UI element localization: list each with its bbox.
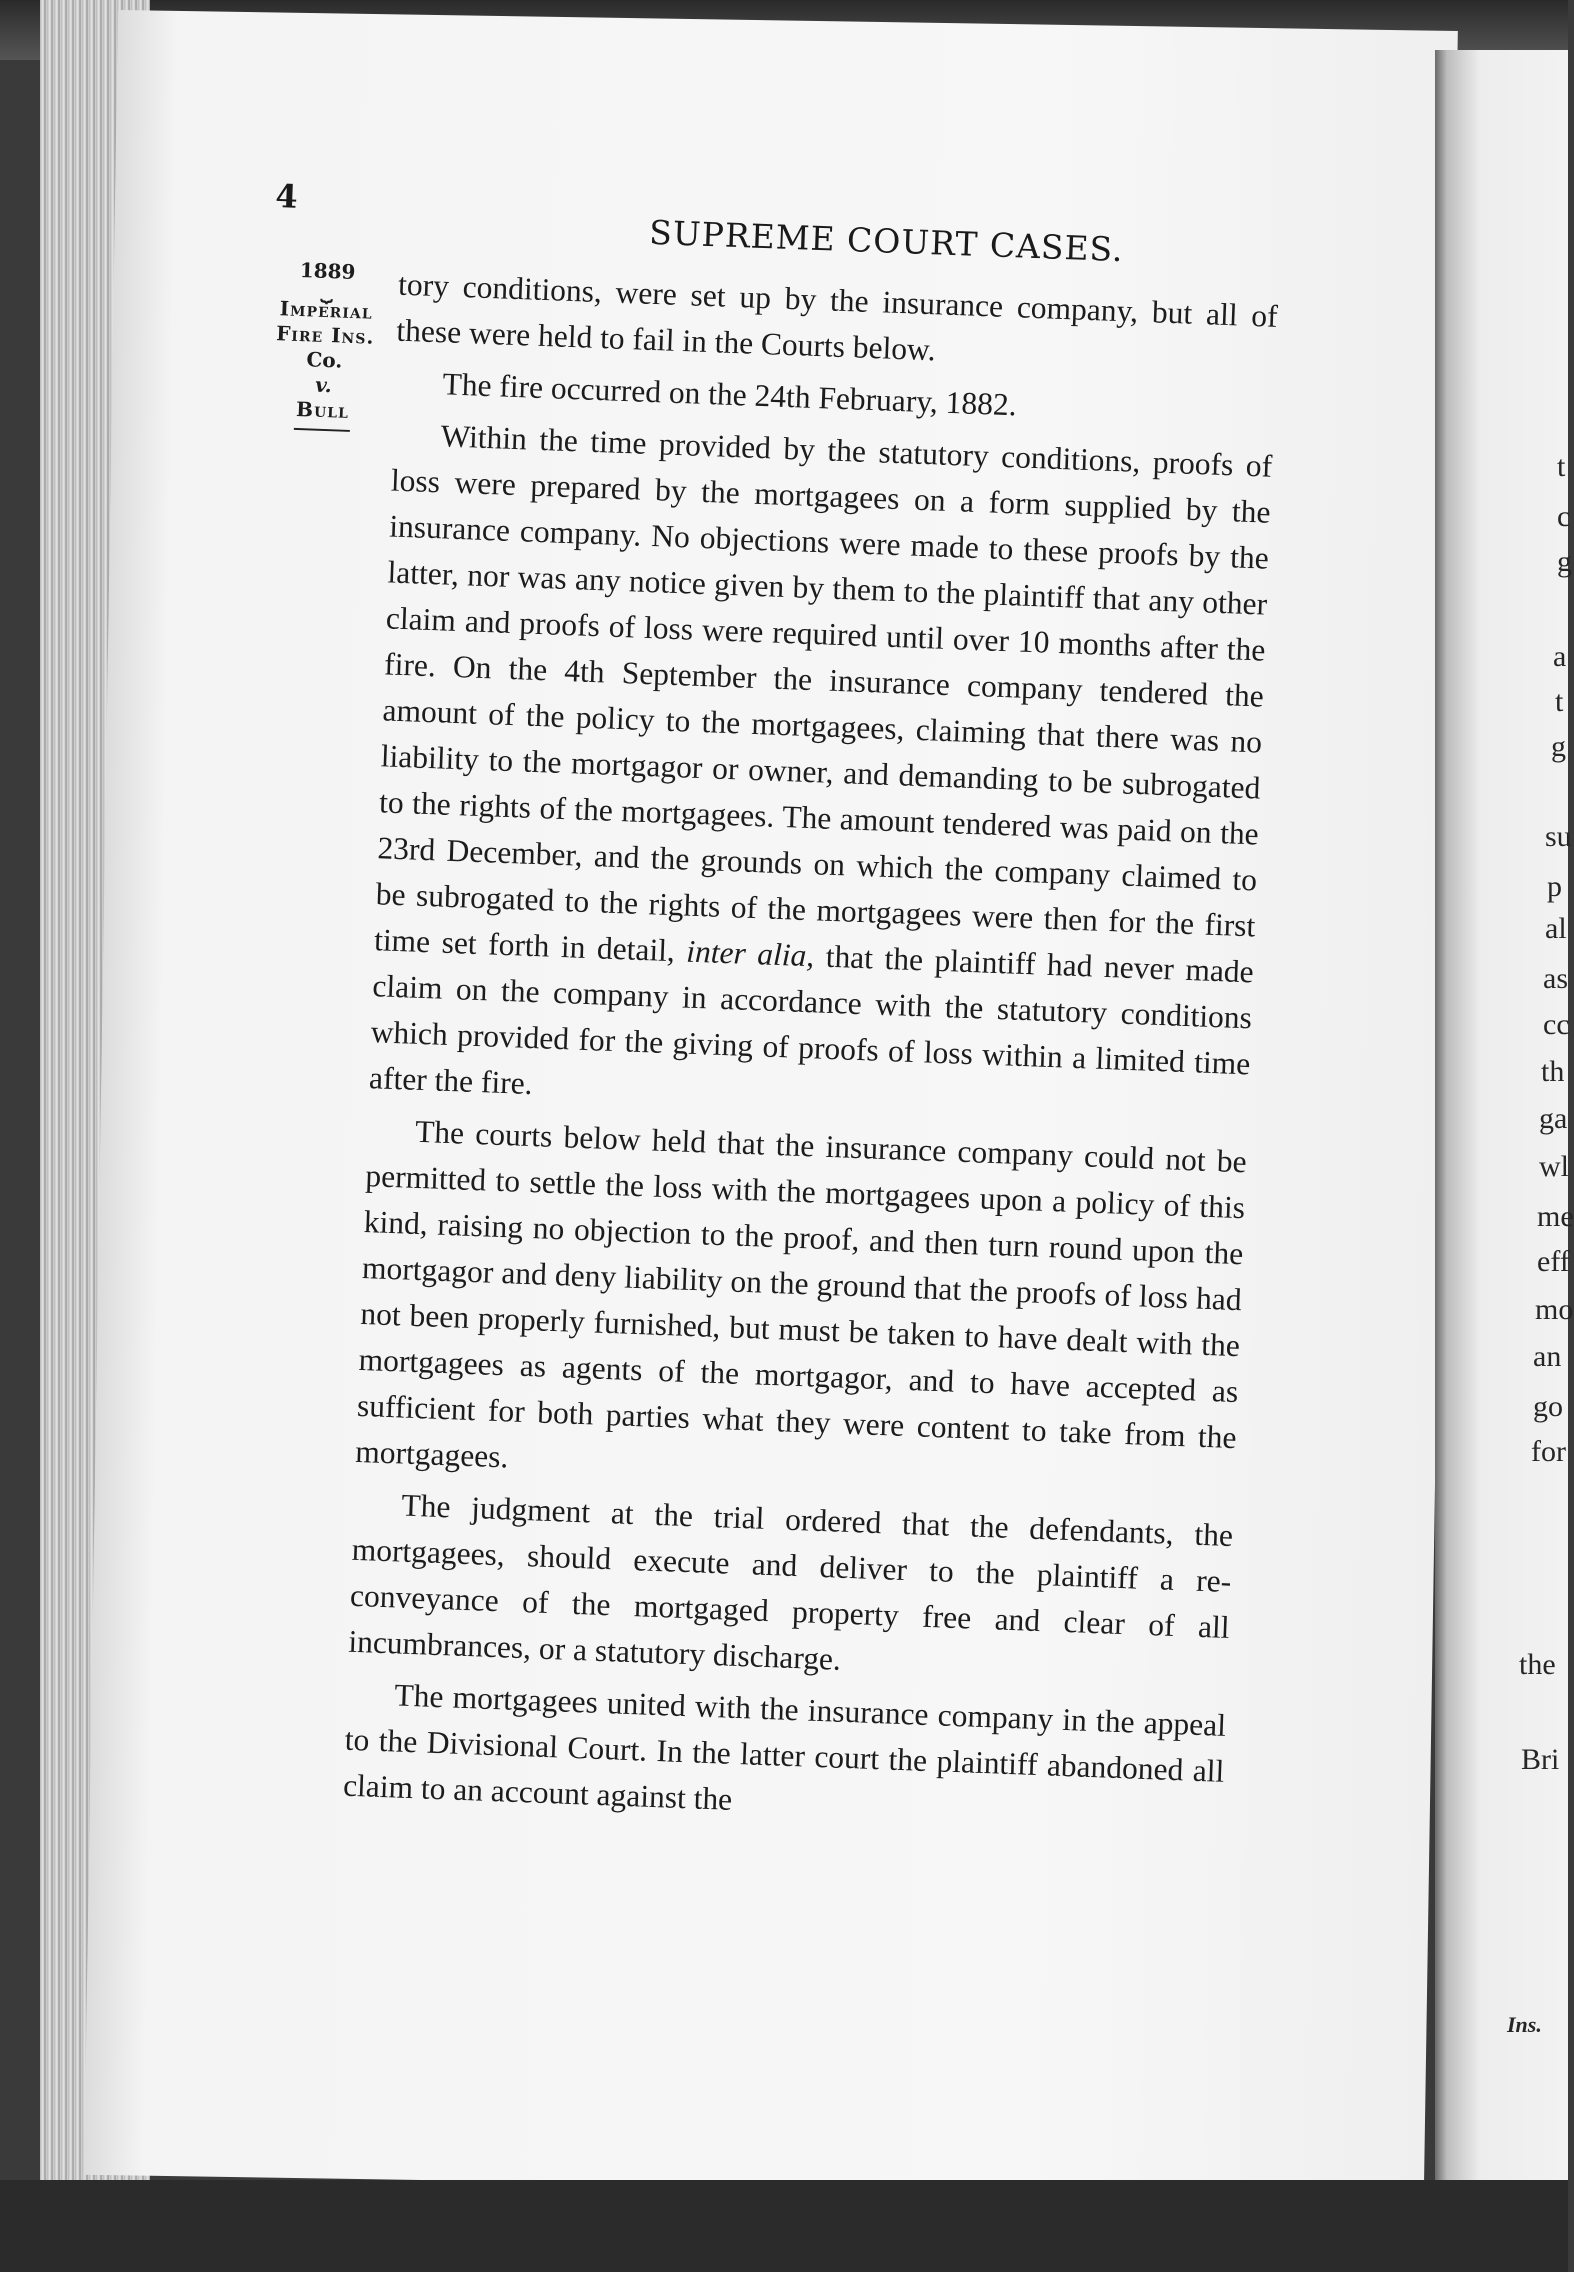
facing-fragment: mo	[1535, 1293, 1574, 1326]
sidenote-party-2: Fire Ins.	[275, 321, 375, 349]
facing-fragment: Bri	[1521, 1743, 1560, 1776]
facing-fragment: th	[1541, 1055, 1565, 1088]
facing-fragment: wl	[1539, 1150, 1569, 1183]
paragraph-1: tory conditions, were set up by the insurance company, but all of these were held to fail in the Courts below.	[395, 266, 1279, 368]
facing-fragment: cc	[1543, 1008, 1570, 1041]
facing-fragment: as	[1543, 962, 1568, 995]
body-text	[342, 262, 1278, 1847]
book-page	[84, 10, 1458, 2196]
sidenote-year: 1889	[299, 258, 356, 285]
sidenote-versus: v.	[314, 372, 333, 398]
case-sidenote	[267, 257, 383, 433]
facing-fragment: g	[1557, 545, 1572, 578]
facing-fragment: for	[1531, 1435, 1566, 1468]
facing-fragment: ga	[1539, 1102, 1568, 1135]
page-number: 4	[274, 177, 299, 216]
sidenote-rule	[294, 428, 350, 432]
sidenote-party-3: Co.	[306, 347, 343, 373]
paragraph-6: The mortgagees united with the insurance company in the appeal to the Divisional Court. In the latter court the plaintiff abandoned all claim to an account against the	[342, 1677, 1227, 1817]
running-head: SUPREME COURT CASES.	[648, 212, 1125, 270]
paragraph-5: The judgment at the trial ordered that the defendants, the mortgagees, should execute and deliver to the plaintiff a re-conveyance of the mortgaged property free and clear of all incumbrances, or a statutory discharge.	[347, 1487, 1234, 1677]
facing-fragment: Ins.	[1507, 2012, 1542, 2037]
sidenote-party-4: Bull	[295, 396, 350, 423]
facing-fragment: the	[1519, 1648, 1556, 1681]
paragraph-3	[368, 412, 1273, 1134]
facing-fragment: su	[1545, 820, 1572, 853]
paragraph-4: The courts below held that the insurance company could not be permitted to settle the loss with the mortgagees upon a policy of this kind, raising no objection to the proof, and then turn round upon the mortgagor and deny liability on the ground that the proofs of loss had not been properly furnished, but must be taken to have dealt with the mortgagees as agents of the mortgagor, and to have accepted as sufficient for both parties what they were content to take from the mortgagees.	[354, 1113, 1248, 1475]
scanner-background-bottom	[0, 2180, 1568, 2272]
facing-fragment: c	[1557, 500, 1571, 533]
facing-fragment: me	[1537, 1200, 1574, 1233]
facing-fragment: a	[1553, 640, 1567, 673]
facing-fragment: p	[1547, 870, 1562, 903]
facing-page	[1435, 50, 1574, 2190]
paragraph-2: The fire occurred on the 24th February, 1882.	[441, 366, 1018, 423]
facing-fragment: g	[1551, 730, 1566, 763]
paragraph-3-text-a: Within the time provided by the statutory conditions, proofs of loss were prepared by the mortgagees on a form supplied by the insurance company. No objections were made to these proofs by the latter, nor was any notice given by them to the plaintiff that any other claim and proofs of loss were required until over 10 months after the fire. On the 4th September the insurance company tendered the amount of the policy to the mortgagees, claiming that there was no liability to the mortgagor or owner, and demanding to be subrogated to the rights of the mortgagees. The amount tendered was paid on the 23rd December, and the grounds on which the company claimed to be subrogated to the rights of the mortgagees were then for the first time set forth in detail,	[373, 418, 1273, 969]
page-content	[43, 1, 1461, 2214]
sidenote-brace: ⏟	[320, 278, 334, 304]
sidenote-party-1: Imperial	[279, 296, 374, 324]
facing-fragment: an	[1533, 1340, 1562, 1373]
facing-fragment: t	[1555, 685, 1564, 718]
facing-fragment: go	[1533, 1390, 1563, 1423]
facing-fragment: eff	[1537, 1245, 1570, 1278]
paragraph-3-text-b: that the plaintiff had never made claim on the company in accordance with the statutory conditions which provided for the giving of proofs of loss within a limited time after the fire.	[368, 938, 1255, 1102]
facing-fragment: al	[1545, 912, 1567, 945]
paragraph-3-latin: inter alia,	[685, 933, 815, 974]
facing-fragment: t	[1557, 450, 1566, 483]
